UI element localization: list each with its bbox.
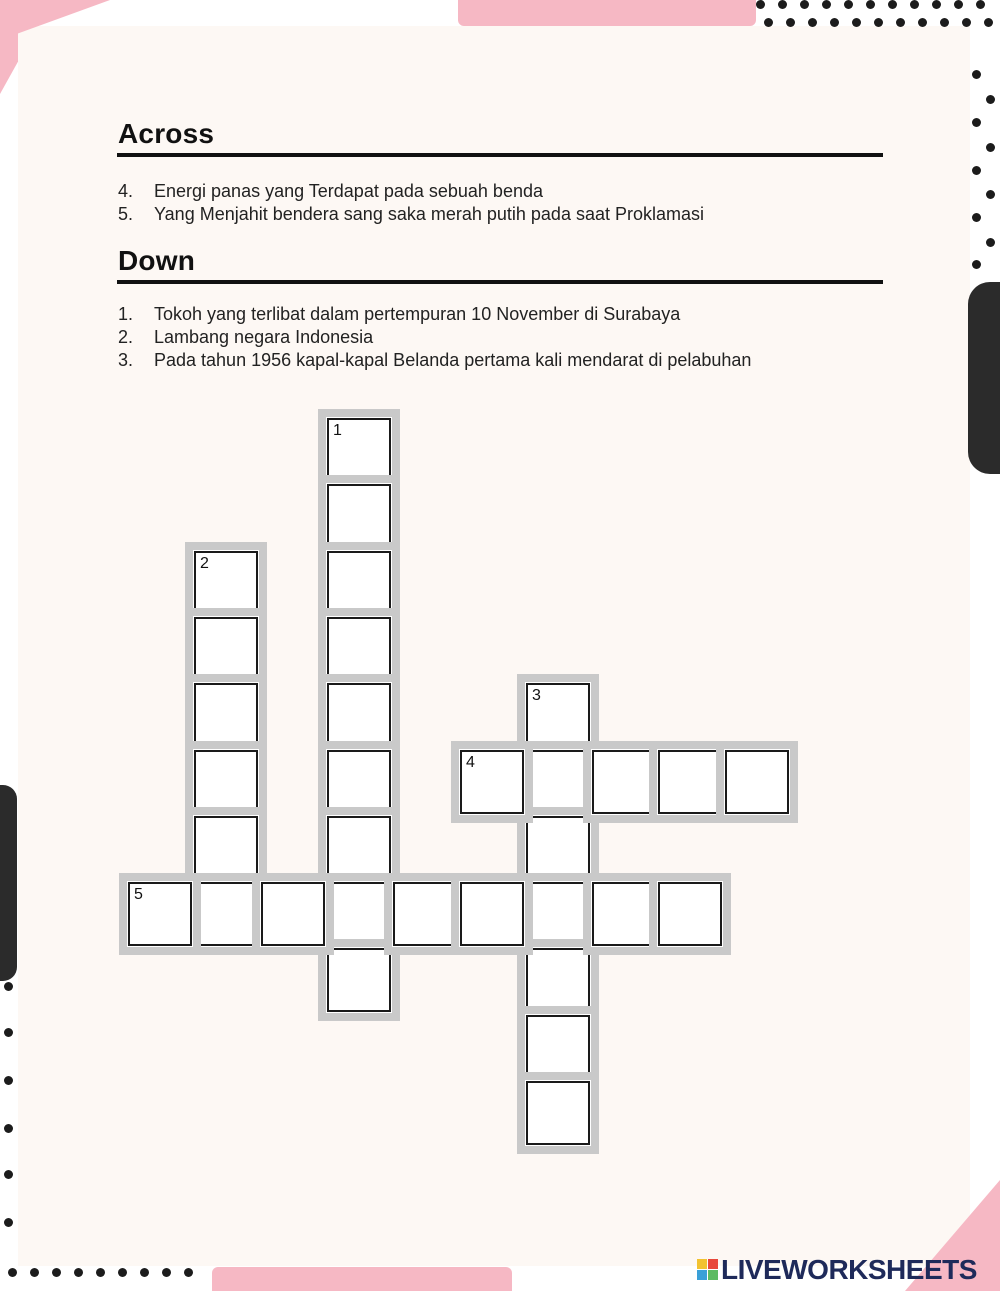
- logo-square: [708, 1270, 718, 1280]
- decorative-dot: [986, 143, 995, 152]
- decorative-dot: [984, 18, 993, 27]
- clue-text: Energi panas yang Terdapat pada sebuah benda: [154, 181, 543, 201]
- clue-number-label: 1: [333, 422, 342, 439]
- dark-tab-left: [0, 785, 17, 981]
- decorative-dot: [184, 1268, 193, 1277]
- crossword-cell[interactable]: [526, 683, 590, 747]
- pink-band-top: [458, 0, 756, 26]
- down-clue-1: [118, 304, 680, 325]
- crossword-cell[interactable]: [327, 551, 391, 615]
- decorative-dot: [4, 1170, 13, 1179]
- decorative-dot: [844, 0, 853, 9]
- across-rule: [117, 153, 883, 157]
- decorative-dot: [4, 1076, 13, 1085]
- crossword-cell[interactable]: [592, 882, 656, 946]
- crossword-cell[interactable]: [592, 750, 656, 814]
- crossword-cell-input[interactable]: [528, 685, 588, 745]
- decorative-dot: [778, 0, 787, 9]
- across-heading: Across: [118, 118, 215, 149]
- crossword-cell-input[interactable]: [196, 752, 256, 812]
- crossword-cell-input[interactable]: [329, 685, 389, 745]
- decorative-dot: [8, 1268, 17, 1277]
- pink-strip-left: [0, 22, 18, 94]
- crossword-cell[interactable]: [128, 882, 192, 946]
- crossword-cell[interactable]: [658, 882, 722, 946]
- crossword-cell-input[interactable]: [462, 752, 522, 812]
- logo-square: [697, 1270, 707, 1280]
- crossword-cell-input[interactable]: [196, 685, 256, 745]
- clue-number: 5.: [118, 204, 134, 224]
- crossword-cell[interactable]: [526, 1015, 590, 1079]
- crossword-cell-input[interactable]: [263, 884, 323, 944]
- crossword-cell[interactable]: [327, 816, 391, 880]
- logo-text: LIVEWORKSHEETS: [721, 1254, 977, 1285]
- crossword-cell[interactable]: [725, 750, 789, 814]
- crossword-cell[interactable]: [327, 948, 391, 1012]
- decorative-dot: [976, 0, 985, 9]
- crossword-cell[interactable]: [194, 551, 258, 615]
- down-heading: Down: [118, 245, 196, 276]
- down-clue-3: [118, 350, 751, 371]
- crossword-cell[interactable]: [194, 683, 258, 747]
- crossword-cell[interactable]: [194, 617, 258, 681]
- crossword-cell[interactable]: [327, 683, 391, 747]
- decorative-dot: [986, 95, 995, 104]
- crossword-cell[interactable]: [460, 750, 524, 814]
- crossword-cell[interactable]: [526, 882, 590, 946]
- decorative-dot: [74, 1268, 83, 1277]
- decorative-dot: [986, 238, 995, 247]
- decorative-dot: [962, 18, 971, 27]
- crossword-cell-input[interactable]: [196, 553, 256, 613]
- decorative-dot: [972, 213, 981, 222]
- logo-square: [708, 1259, 718, 1269]
- crossword-cell-input[interactable]: [528, 884, 588, 944]
- decorative-dot: [4, 982, 13, 991]
- clue-text: Lambang negara Indonesia: [154, 327, 374, 347]
- decorative-dot: [896, 18, 905, 27]
- crossword-cell-input[interactable]: [329, 553, 389, 613]
- clue-number-label: 3: [532, 687, 541, 704]
- clue-number: 2.: [118, 327, 134, 347]
- crossword-cell-input[interactable]: [329, 486, 389, 546]
- decorative-dot: [932, 0, 941, 9]
- crossword-cell-input[interactable]: [660, 884, 720, 944]
- decorative-dot: [800, 0, 809, 9]
- decorative-dot: [986, 190, 995, 199]
- crossword-cell-input[interactable]: [329, 619, 389, 679]
- crossword-cell-input[interactable]: [196, 818, 256, 878]
- crossword-cell[interactable]: [526, 948, 590, 1012]
- decorative-dot: [852, 18, 861, 27]
- decorative-dot: [162, 1268, 171, 1277]
- decorative-dot: [866, 0, 875, 9]
- clue-number: 1.: [118, 304, 134, 324]
- decorative-dot: [808, 18, 817, 27]
- decorative-dot: [4, 1218, 13, 1227]
- decorative-dot: [52, 1268, 61, 1277]
- decorative-dot: [972, 260, 981, 269]
- crossword-cell[interactable]: [261, 882, 325, 946]
- decorative-dot: [764, 18, 773, 27]
- across-clue-5: [118, 204, 704, 225]
- decorative-dot: [888, 0, 897, 9]
- across-clue-4: [118, 181, 543, 202]
- crossword-cell-input[interactable]: [329, 818, 389, 878]
- decorative-dot: [30, 1268, 39, 1277]
- liveworksheets-logo: [697, 1255, 977, 1285]
- crossword-cell-input[interactable]: [130, 884, 190, 944]
- crossword-cell-input[interactable]: [528, 950, 588, 1010]
- crossword-cell[interactable]: [393, 882, 457, 946]
- decorative-dot: [756, 0, 765, 9]
- crossword-cell-input[interactable]: [660, 752, 720, 812]
- decorative-dot: [4, 1124, 13, 1133]
- crossword-cell-input[interactable]: [594, 752, 654, 812]
- pink-band-bottom: [212, 1267, 512, 1291]
- crossword-cell[interactable]: [526, 816, 590, 880]
- crossword-cell[interactable]: [327, 882, 391, 946]
- crossword-cell-input[interactable]: [329, 752, 389, 812]
- decorative-dot: [910, 0, 919, 9]
- crossword-cell[interactable]: [327, 418, 391, 482]
- crossword-cell-input[interactable]: [329, 420, 389, 480]
- decorative-dot: [96, 1268, 105, 1277]
- crossword-cell[interactable]: [460, 882, 524, 946]
- crossword-cell-input[interactable]: [727, 752, 787, 812]
- logo-mark-icon: [697, 1259, 719, 1281]
- crossword-cell[interactable]: [658, 750, 722, 814]
- crossword-cell-input[interactable]: [528, 1017, 588, 1077]
- crossword-cell-input[interactable]: [528, 752, 588, 812]
- crossword-cell-input[interactable]: [329, 884, 389, 944]
- decorative-dot: [830, 18, 839, 27]
- crossword-cell[interactable]: [194, 882, 258, 946]
- logo-square: [697, 1259, 707, 1269]
- crossword-cell-input[interactable]: [528, 818, 588, 878]
- clue-text: Pada tahun 1956 kapal-kapal Belanda pertama kali mendarat di pelabuhan: [154, 350, 752, 370]
- decorative-dot: [972, 166, 981, 175]
- decorative-dot: [940, 18, 949, 27]
- crossword-cell[interactable]: [194, 750, 258, 814]
- decorative-dot: [954, 0, 963, 9]
- clue-number: 3.: [118, 350, 134, 370]
- crossword-cell-input[interactable]: [196, 884, 256, 944]
- crossword-cell-input[interactable]: [395, 884, 455, 944]
- crossword-cell-input[interactable]: [594, 884, 654, 944]
- crossword-cell-input[interactable]: [462, 884, 522, 944]
- decorative-dot: [972, 118, 981, 127]
- decorative-dot: [140, 1268, 149, 1277]
- clue-number-label: 2: [200, 555, 209, 572]
- crossword-cell[interactable]: [194, 816, 258, 880]
- decorative-dot: [822, 0, 831, 9]
- crossword-cell[interactable]: [327, 617, 391, 681]
- crossword-cell-input[interactable]: [196, 619, 256, 679]
- crossword-cell[interactable]: [327, 750, 391, 814]
- down-rule: [117, 280, 883, 284]
- dark-tab-right: [968, 282, 1000, 474]
- clue-number-label: 4: [466, 754, 475, 771]
- clue-text: Yang Menjahit bendera sang saka merah putih pada saat Proklamasi: [154, 204, 705, 224]
- crossword-cell-input[interactable]: [329, 950, 389, 1010]
- decorative-dot: [918, 18, 927, 27]
- clue-number-label: 5: [134, 886, 143, 903]
- down-clue-2: [118, 327, 373, 348]
- clue-text: Tokoh yang terlibat dalam pertempuran 10 November di Surabaya: [154, 304, 681, 324]
- crossword-cell-input[interactable]: [528, 1083, 588, 1143]
- decorative-dot: [874, 18, 883, 27]
- decorative-dot: [972, 70, 981, 79]
- decorative-dot: [4, 1028, 13, 1037]
- crossword-cell[interactable]: [526, 750, 590, 814]
- crossword-cell[interactable]: [526, 1081, 590, 1145]
- decorative-dot: [118, 1268, 127, 1277]
- crossword-cell[interactable]: [327, 484, 391, 548]
- clue-number: 4.: [118, 181, 134, 201]
- decorative-dot: [786, 18, 795, 27]
